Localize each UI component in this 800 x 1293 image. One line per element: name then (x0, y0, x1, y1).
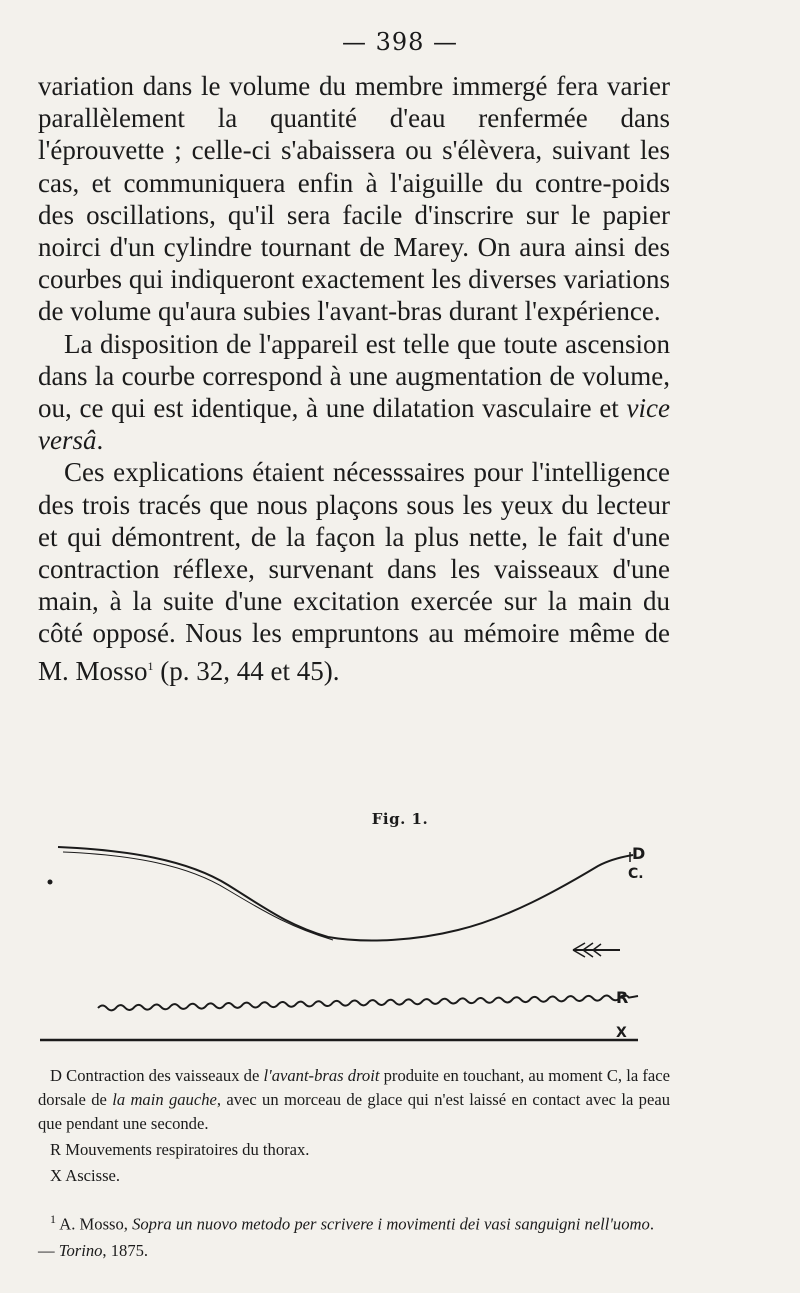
footnote-text-1: A. Mosso, (56, 1214, 133, 1234)
label-d: D (632, 844, 646, 863)
figure-title: Fig. 1. (371, 810, 429, 828)
arrow-icon (573, 943, 620, 957)
figure-tracing (38, 830, 678, 1060)
label-c: C. (628, 866, 644, 882)
trace-r (98, 995, 638, 1010)
label-r: R (616, 988, 629, 1007)
paragraph-3-end: (p. 32, 44 et 45). (153, 655, 340, 686)
paragraph-1: variation dans le volume du membre immergé fera varier parallèlement la quantité d'eau renfermée dans l'éprouvette ; celle-ci s'abaissera ou s'élèvera, suivant les cas, et communiquera enfin à l'aiguille du contre-poids des oscillations, qu'il sera facile d'inscrire sur le papier noirci d'un cylindre tournant de Marey. On aura ainsi des courbes qui indiqueront exactement les diverses variations de volume qu'aura subies l'avant-bras durant l'expérience. (38, 71, 670, 327)
caption-d-text-3: , avec un morceau de glace qui n'est laissé en contact avec la peau que pendant une seconde. (38, 1090, 670, 1133)
paragraph-2 (38, 328, 670, 457)
label-x: X (616, 1025, 627, 1041)
footnote-mark: 1 (50, 1212, 56, 1226)
paragraph-2-text: La disposition de l'appareil est telle que toute ascension dans la courbe correspond à une augmentation de volume, ou, ce qui est identique, à une dilatation vasculaire et (38, 328, 670, 424)
footnote-title: Sopra un nuovo metodo per scrivere i movimenti dei vasi sanguigni nell'uomo (132, 1214, 650, 1234)
paragraph-2-italic: vice versâ (38, 393, 670, 456)
figure-caption (38, 1064, 670, 1188)
caption-r: R Mouvements respiratoires du thorax. (50, 1140, 310, 1159)
caption-d-text-2: produite en touchant, au moment C, la face dorsale de (38, 1066, 670, 1109)
caption-d-text-1: D Contraction des vaisseaux de (50, 1066, 264, 1085)
figure-1 (38, 830, 678, 1060)
paragraph-3-text: Ces explications étaient nécesssaires pour l'intelligence des trois tracés que nous plaçons sous les yeux du lecteur et qui démontrent, de la façon la plus nette, le fait d'une contraction réflexe, survenant dans les vaisseaux d'une main, à la suite d'une excitation exercée sur la main du côté opposé. Nous les empruntons au mémoire même de M. Mosso (38, 457, 670, 686)
footnote-reference: 1 (147, 658, 154, 673)
paragraph-2-end: . (96, 425, 104, 456)
caption-x: X Ascisse. (50, 1166, 121, 1185)
caption-d (38, 1064, 670, 1136)
start-dot (48, 880, 53, 885)
footnote (38, 1206, 670, 1264)
paragraph-3 (38, 456, 670, 686)
body-text (38, 70, 670, 687)
page-number: — 398 — (341, 28, 459, 56)
footnote-text-3: , 1875. (102, 1240, 149, 1260)
footnote-1 (38, 1206, 670, 1264)
trace-d-shadow (63, 852, 333, 940)
footnote-text-2: . — (38, 1214, 654, 1260)
caption-d-italic-1: l'avant-bras droit (263, 1066, 380, 1085)
footnote-place: Torino (58, 1240, 103, 1260)
trace-d (58, 847, 633, 941)
caption-d-italic-2: la main gauche (112, 1090, 217, 1109)
